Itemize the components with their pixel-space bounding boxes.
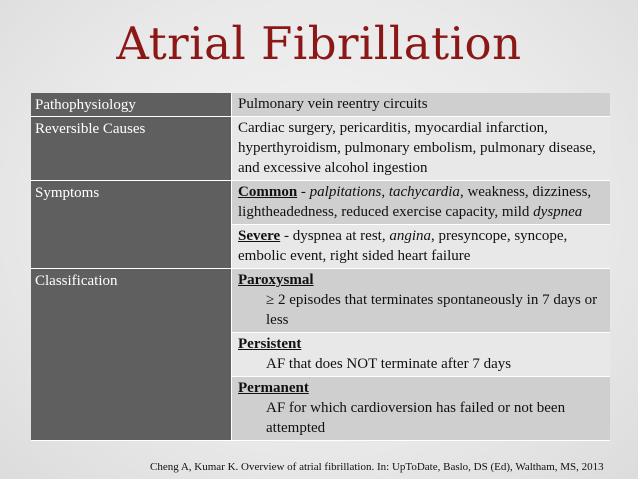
symptoms-severe xyxy=(232,225,610,268)
persistent-text: AF that does NOT terminate after 7 days xyxy=(266,356,512,372)
row-value-symptoms xyxy=(232,181,610,268)
common-italic: palpitations, tachycardia xyxy=(309,184,460,200)
severe-italic: angina xyxy=(389,228,432,244)
common-heading: Common xyxy=(238,184,298,200)
af-table xyxy=(31,93,610,441)
paroxysmal-heading: Paroxysmal xyxy=(238,272,314,288)
table-row-symptoms xyxy=(31,181,610,269)
row-value-pathophysiology xyxy=(232,93,610,116)
symptoms-common xyxy=(232,181,610,225)
row-label-classification: Classification xyxy=(31,269,232,440)
classification-permanent xyxy=(232,377,610,440)
table-row-classification xyxy=(31,269,610,441)
classification-paroxysmal xyxy=(232,269,610,333)
row-label-reversible-causes: Reversible Causes xyxy=(31,117,232,180)
common-italic-dyspnea: dyspnea xyxy=(533,204,583,220)
severe-text-2: , presyncope, syncope, embolic event, right sided heart failure xyxy=(238,228,568,264)
permanent-heading: Permanent xyxy=(238,380,309,396)
reference-citation: Cheng A, Kumar K. Overview of atrial fibrillation. In: UpToDate, Baslo, DS (Ed), Waltham, MS, 2013 xyxy=(150,461,604,473)
paroxysmal-text: ≥ 2 episodes that terminates spontaneously in 7 days or less xyxy=(266,292,598,328)
severe-heading: Severe xyxy=(238,228,281,244)
permanent-text: AF for which cardioversion has failed or not been attempted xyxy=(266,400,566,436)
common-sep: - xyxy=(297,184,310,200)
row-label-symptoms: Symptoms xyxy=(31,181,232,268)
table-row-reversible-causes xyxy=(31,117,610,181)
persistent-heading: Persistent xyxy=(238,336,302,352)
reversible-causes-text: Cardiac surgery, pericarditis, myocardial infarction, hyperthyroidism, pulmonary embolism, pulmonary disease, and excessive alcohol ingestion xyxy=(232,117,610,180)
row-value-reversible-causes xyxy=(232,117,610,180)
row-label-pathophysiology: Pathophysiology xyxy=(31,93,232,116)
pathophysiology-text: Pulmonary vein reentry circuits xyxy=(232,93,610,116)
classification-persistent xyxy=(232,333,610,377)
slide-title: Atrial Fibrillation xyxy=(116,17,522,70)
severe-text-1: - dyspnea at rest, xyxy=(280,228,390,244)
table-row-pathophysiology xyxy=(31,93,610,117)
row-value-classification xyxy=(232,269,610,440)
common-text: , weakness, dizziness, lightheadedness, reduced exercise capacity, mild xyxy=(238,184,592,220)
